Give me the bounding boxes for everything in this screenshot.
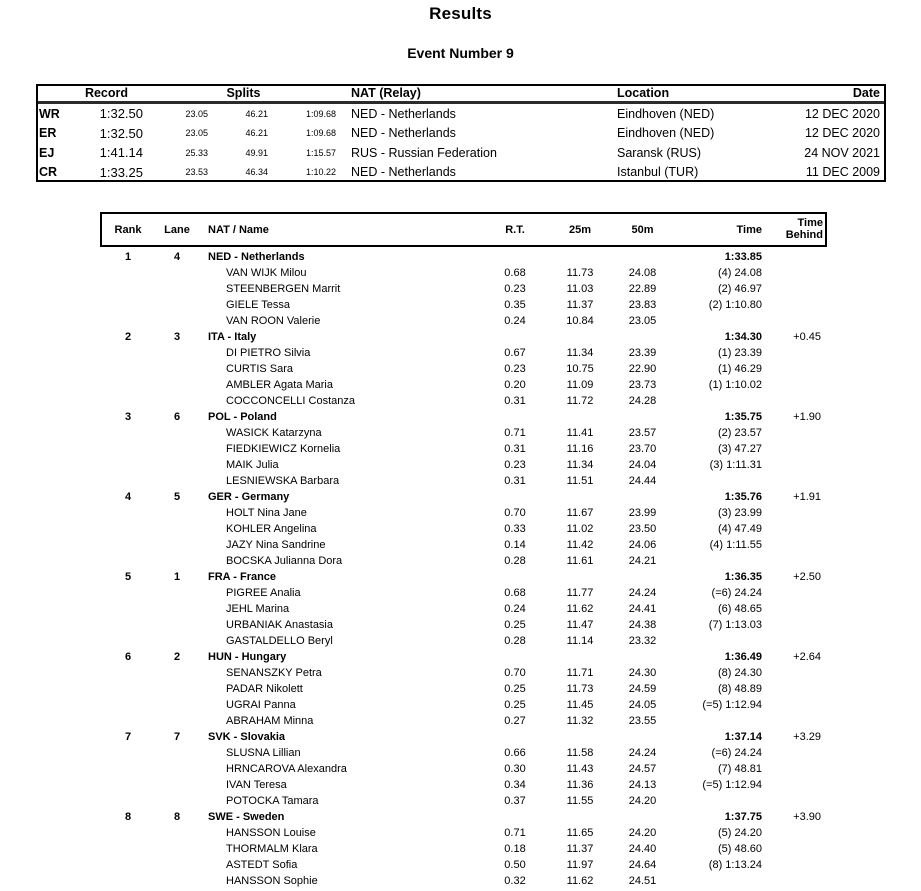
swimmer-25m-split: 11.14 xyxy=(566,635,594,647)
swimmer-cumulative-time: (8) 1:13.24 xyxy=(708,859,762,871)
swimmer-reaction-time: 0.71 xyxy=(504,827,526,839)
record-split-2: 46.34 xyxy=(245,167,268,178)
swimmer-reaction-time: 0.27 xyxy=(504,715,526,727)
record-split-3: 1:09.68 xyxy=(305,128,336,139)
team-time-behind: +2.64 xyxy=(793,651,821,663)
swimmer-name: COCCONCELLI Costanza xyxy=(226,395,355,407)
swimmer-cumulative-time: (3) 23.99 xyxy=(717,507,762,519)
swimmer-cumulative-time: (4) 1:11.55 xyxy=(709,539,762,551)
swimmer-row xyxy=(100,873,827,889)
swimmer-25m-split: 10.84 xyxy=(566,315,594,327)
swimmer-name: UGRAI Panna xyxy=(226,699,296,711)
swimmer-name: AMBLER Agata Maria xyxy=(226,379,333,391)
swimmer-reaction-time: 0.31 xyxy=(504,475,526,487)
swimmer-name: LESNIEWSKA Barbara xyxy=(226,475,340,487)
swimmer-25m-split: 11.62 xyxy=(566,875,594,887)
swimmer-reaction-time: 0.71 xyxy=(504,427,526,439)
record-location: Saransk (RUS) xyxy=(617,145,702,160)
record-split-3: 1:10.22 xyxy=(305,167,336,178)
swimmer-25m-split: 11.37 xyxy=(566,299,594,311)
swimmer-row xyxy=(100,601,827,617)
record-row-ER xyxy=(36,124,886,144)
team-name: ITA - Italy xyxy=(208,331,257,343)
team-block xyxy=(100,329,827,409)
swimmer-25m-split: 11.55 xyxy=(566,795,594,807)
swimmer-reaction-time: 0.23 xyxy=(504,363,526,375)
swimmer-name: GASTALDELLO Beryl xyxy=(226,635,333,647)
swimmer-reaction-time: 0.70 xyxy=(504,507,526,519)
team-time-behind: +2.50 xyxy=(793,571,821,583)
swimmer-cumulative-time: (=5) 1:12.94 xyxy=(702,699,762,711)
swimmer-reaction-time: 0.67 xyxy=(504,347,526,359)
swimmer-reaction-time: 0.31 xyxy=(504,395,526,407)
swimmer-row xyxy=(100,265,827,281)
swimmer-name: PIGREE Analia xyxy=(226,587,301,599)
record-nat-relay: RUS - Russian Federation xyxy=(351,145,497,160)
team-time-behind: +1.90 xyxy=(793,411,821,423)
swimmer-reaction-time: 0.18 xyxy=(504,843,526,855)
team-lane: 5 xyxy=(173,491,181,503)
swimmer-50m-split: 22.90 xyxy=(628,363,657,375)
record-split-2: 46.21 xyxy=(245,128,268,139)
swimmer-reaction-time: 0.68 xyxy=(504,267,526,279)
record-date: 12 DEC 2020 xyxy=(804,106,880,121)
swimmer-row xyxy=(100,537,827,553)
swimmer-row xyxy=(100,825,827,841)
swimmer-50m-split: 23.57 xyxy=(628,427,657,439)
team-block xyxy=(100,809,827,889)
swimmer-50m-split: 24.20 xyxy=(628,827,657,839)
swimmer-row xyxy=(100,585,827,601)
swimmer-50m-split: 24.04 xyxy=(628,459,657,471)
swimmer-row xyxy=(100,553,827,569)
swimmer-reaction-time: 0.68 xyxy=(504,587,526,599)
swimmer-row xyxy=(100,665,827,681)
team-final-time: 1:35.75 xyxy=(724,411,762,423)
team-final-time: 1:37.14 xyxy=(724,731,762,743)
team-block xyxy=(100,569,827,649)
swimmer-name: STEENBERGEN Marrit xyxy=(226,283,341,295)
swimmer-row xyxy=(100,505,827,521)
team-name: FRA - France xyxy=(208,571,277,583)
record-type: WR xyxy=(39,106,60,121)
swimmer-cumulative-time: (1) 46.29 xyxy=(717,363,762,375)
swimmer-cumulative-time: (8) 24.30 xyxy=(717,667,762,679)
team-row xyxy=(100,409,827,425)
swimmer-25m-split: 11.73 xyxy=(566,267,594,279)
team-time-behind: +3.90 xyxy=(793,811,821,823)
team-time-behind: +1.91 xyxy=(793,491,821,503)
swimmer-name: VAN WIJK Milou xyxy=(226,267,307,279)
results-header-25m: 25m xyxy=(568,223,592,236)
swimmer-50m-split: 24.57 xyxy=(628,763,657,775)
time-behind-line1: Time xyxy=(797,217,823,229)
swimmer-reaction-time: 0.14 xyxy=(504,539,526,551)
swimmer-reaction-time: 0.50 xyxy=(504,859,526,871)
swimmer-name: DI PIETRO Silvia xyxy=(226,347,311,359)
records-header-date: Date xyxy=(852,85,880,100)
swimmer-25m-split: 11.58 xyxy=(566,747,594,759)
record-split-2: 49.91 xyxy=(245,147,268,158)
records-rows xyxy=(36,104,886,182)
swimmer-reaction-time: 0.70 xyxy=(504,667,526,679)
team-rank: 5 xyxy=(124,571,132,583)
time-behind-line2: Behind xyxy=(785,228,823,241)
swimmer-25m-split: 11.51 xyxy=(566,475,594,487)
swimmer-cumulative-time: (1) 23.39 xyxy=(717,347,762,359)
swimmer-row xyxy=(100,313,827,329)
swimmer-50m-split: 24.38 xyxy=(628,619,657,631)
team-rank: 6 xyxy=(124,651,132,663)
record-nat-relay: NED - Netherlands xyxy=(351,106,456,121)
swimmer-25m-split: 11.97 xyxy=(566,859,594,871)
record-split-3: 1:09.68 xyxy=(305,108,336,119)
swimmer-cumulative-time: (4) 24.08 xyxy=(717,267,762,279)
record-nat-relay: NED - Netherlands xyxy=(351,165,456,180)
record-split-1: 23.05 xyxy=(185,128,208,139)
swimmer-name: FIEDKIEWICZ Kornelia xyxy=(226,443,341,455)
swimmer-reaction-time: 0.25 xyxy=(504,683,526,695)
record-time: 1:32.50 xyxy=(99,125,143,141)
swimmer-row xyxy=(100,441,827,457)
swimmer-25m-split: 11.41 xyxy=(566,427,594,439)
results-header-50m: 50m xyxy=(631,223,654,236)
swimmer-50m-split: 24.24 xyxy=(628,587,657,599)
swimmer-50m-split: 23.73 xyxy=(628,379,657,391)
swimmer-name: SENANSZKY Petra xyxy=(226,667,322,679)
swimmer-cumulative-time: (2) 23.57 xyxy=(717,427,762,439)
swimmer-row xyxy=(100,713,827,729)
swimmer-row xyxy=(100,297,827,313)
record-location: Eindhoven (NED) xyxy=(617,106,715,121)
swimmer-name: JEHL Marina xyxy=(226,603,290,615)
swimmer-50m-split: 22.89 xyxy=(628,283,657,295)
swimmer-name: ASTEDT Sofia xyxy=(226,859,298,871)
swimmer-50m-split: 24.59 xyxy=(628,683,657,695)
swimmer-reaction-time: 0.28 xyxy=(504,555,526,567)
swimmer-reaction-time: 0.28 xyxy=(504,635,526,647)
swimmer-name: IVAN Teresa xyxy=(226,779,287,791)
team-lane: 7 xyxy=(173,731,181,743)
swimmer-25m-split: 11.34 xyxy=(566,347,594,359)
team-name: SVK - Slovakia xyxy=(208,731,286,743)
swimmer-reaction-time: 0.20 xyxy=(504,379,526,391)
swimmer-row xyxy=(100,425,827,441)
swimmer-row xyxy=(100,777,827,793)
team-row xyxy=(100,729,827,745)
record-location: Istanbul (TUR) xyxy=(617,165,699,180)
swimmer-25m-split: 11.77 xyxy=(566,587,594,599)
swimmer-name: PADAR Nikolett xyxy=(226,683,303,695)
swimmer-25m-split: 11.37 xyxy=(566,843,594,855)
team-name: HUN - Hungary xyxy=(208,651,287,663)
team-name: GER - Germany xyxy=(208,491,290,503)
swimmer-name: WASICK Katarzyna xyxy=(226,427,322,439)
results-header-lane: Lane xyxy=(164,223,190,236)
swimmer-name: HANSSON Sophie xyxy=(226,875,318,887)
swimmer-name: URBANIAK Anastasia xyxy=(226,619,333,631)
team-block xyxy=(100,729,827,809)
swimmer-reaction-time: 0.30 xyxy=(504,763,526,775)
swimmer-25m-split: 11.71 xyxy=(566,667,594,679)
swimmer-50m-split: 23.83 xyxy=(628,299,657,311)
swimmer-50m-split: 23.39 xyxy=(628,347,657,359)
swimmer-25m-split: 11.72 xyxy=(566,395,594,407)
swimmer-row xyxy=(100,393,827,409)
swimmer-reaction-time: 0.35 xyxy=(504,299,526,311)
team-final-time: 1:36.49 xyxy=(724,651,762,663)
swimmer-name: SLUSNA Lillian xyxy=(226,747,301,759)
swimmer-row xyxy=(100,745,827,761)
page-title: Results xyxy=(429,4,492,23)
team-rank: 2 xyxy=(124,331,132,343)
swimmer-cumulative-time: (8) 48.89 xyxy=(717,683,762,695)
swimmer-50m-split: 23.99 xyxy=(628,507,657,519)
swimmer-reaction-time: 0.24 xyxy=(504,315,526,327)
results-table xyxy=(100,212,827,889)
swimmer-50m-split: 24.64 xyxy=(628,859,657,871)
swimmer-50m-split: 24.44 xyxy=(628,475,657,487)
team-lane: 2 xyxy=(173,651,181,663)
swimmer-name: POTOCKA Tamara xyxy=(226,795,319,807)
swimmer-50m-split: 24.06 xyxy=(628,539,657,551)
records-header-splits: Splits xyxy=(226,85,261,100)
swimmer-reaction-time: 0.24 xyxy=(504,603,526,615)
team-lane: 1 xyxy=(173,571,181,583)
results-header-time-behind xyxy=(770,218,827,241)
team-lane: 8 xyxy=(173,811,181,823)
results-header-nat-name: NAT / Name xyxy=(208,223,269,236)
swimmer-50m-split: 23.70 xyxy=(628,443,657,455)
event-number-title: Event Number 9 xyxy=(407,45,514,61)
swimmer-row xyxy=(100,617,827,633)
swimmer-row xyxy=(100,681,827,697)
record-split-1: 23.53 xyxy=(185,167,208,178)
swimmer-50m-split: 24.28 xyxy=(628,395,657,407)
team-rank: 1 xyxy=(124,251,132,263)
swimmer-cumulative-time: (2) 46.97 xyxy=(717,283,762,295)
record-row-WR xyxy=(36,104,886,124)
team-rank: 8 xyxy=(124,811,132,823)
swimmer-name: HRNCAROVA Alexandra xyxy=(226,763,347,775)
swimmer-25m-split: 11.34 xyxy=(566,459,594,471)
team-time-behind: +3.29 xyxy=(793,731,821,743)
swimmer-cumulative-time: (2) 1:10.80 xyxy=(708,299,762,311)
record-row-CR xyxy=(36,163,886,183)
results-header-reaction-time: R.T. xyxy=(505,223,525,236)
record-date: 24 NOV 2021 xyxy=(804,145,880,160)
swimmer-25m-split: 11.73 xyxy=(566,683,594,695)
team-final-time: 1:34.30 xyxy=(724,331,762,343)
swimmer-name: ABRAHAM Minna xyxy=(226,715,314,727)
swimmer-50m-split: 23.55 xyxy=(628,715,657,727)
records-header-location: Location xyxy=(617,85,670,100)
record-type: ER xyxy=(39,126,57,141)
record-type: CR xyxy=(39,165,58,180)
team-name: NED - Netherlands xyxy=(208,251,305,263)
swimmer-cumulative-time: (=6) 24.24 xyxy=(711,587,762,599)
swimmer-25m-split: 11.43 xyxy=(566,763,594,775)
swimmer-cumulative-time: (5) 24.20 xyxy=(717,827,762,839)
swimmer-row xyxy=(100,377,827,393)
record-date: 11 DEC 2009 xyxy=(805,165,880,180)
swimmer-50m-split: 24.41 xyxy=(628,603,657,615)
swimmer-row xyxy=(100,841,827,857)
team-block xyxy=(100,649,827,729)
swimmer-25m-split: 11.47 xyxy=(566,619,594,631)
swimmer-cumulative-time: (3) 47.27 xyxy=(717,443,762,455)
record-time: 1:41.14 xyxy=(99,145,143,161)
swimmer-name: GIELE Tessa xyxy=(226,299,290,311)
swimmer-name: MAIK Julia xyxy=(226,459,279,471)
swimmer-reaction-time: 0.34 xyxy=(504,779,526,791)
team-name: SWE - Sweden xyxy=(208,811,285,823)
swimmer-name: HOLT Nina Jane xyxy=(226,507,307,519)
team-rank: 3 xyxy=(124,411,132,423)
team-lane: 3 xyxy=(173,331,181,343)
swimmer-row xyxy=(100,857,827,873)
swimmer-25m-split: 11.09 xyxy=(566,379,594,391)
swimmer-25m-split: 10.75 xyxy=(566,363,594,375)
swimmer-50m-split: 23.32 xyxy=(628,635,657,647)
swimmer-reaction-time: 0.31 xyxy=(504,443,526,455)
swimmer-cumulative-time: (7) 1:13.03 xyxy=(708,619,762,631)
swimmer-cumulative-time: (6) 48.65 xyxy=(717,603,762,615)
swimmer-25m-split: 11.32 xyxy=(566,715,594,727)
swimmer-cumulative-time: (3) 1:11.31 xyxy=(709,459,762,471)
records-header-nat-relay: NAT (Relay) xyxy=(351,85,421,100)
results-header-row xyxy=(100,212,827,247)
team-row xyxy=(100,489,827,505)
team-row xyxy=(100,249,827,265)
swimmer-reaction-time: 0.33 xyxy=(504,523,526,535)
record-split-1: 23.05 xyxy=(185,108,208,119)
records-table xyxy=(36,84,886,182)
swimmer-50m-split: 24.13 xyxy=(628,779,657,791)
swimmer-25m-split: 11.45 xyxy=(566,699,594,711)
team-rank: 4 xyxy=(124,491,132,503)
team-name: POL - Poland xyxy=(208,411,277,423)
swimmer-reaction-time: 0.23 xyxy=(504,459,526,471)
team-final-time: 1:35.76 xyxy=(724,491,762,503)
swimmer-row xyxy=(100,793,827,809)
results-header-rank: Rank xyxy=(114,223,142,236)
team-block xyxy=(100,249,827,329)
swimmer-50m-split: 24.21 xyxy=(628,555,657,567)
swimmer-50m-split: 24.51 xyxy=(628,875,657,887)
record-split-3: 1:15.57 xyxy=(305,147,336,158)
swimmer-row xyxy=(100,345,827,361)
record-row-EJ xyxy=(36,143,886,163)
team-final-time: 1:33.85 xyxy=(724,251,762,263)
team-final-time: 1:37.75 xyxy=(724,811,762,823)
swimmer-name: JAZY Nina Sandrine xyxy=(226,539,326,551)
team-final-time: 1:36.35 xyxy=(724,571,762,583)
swimmer-cumulative-time: (=6) 24.24 xyxy=(711,747,762,759)
record-split-2: 46.21 xyxy=(245,108,268,119)
swimmer-reaction-time: 0.23 xyxy=(504,283,526,295)
record-nat-relay: NED - Netherlands xyxy=(351,126,456,141)
team-time-behind: +0.45 xyxy=(793,331,821,343)
swimmer-25m-split: 11.65 xyxy=(566,827,594,839)
swimmer-row xyxy=(100,761,827,777)
record-date: 12 DEC 2020 xyxy=(804,126,880,141)
swimmer-25m-split: 11.67 xyxy=(566,507,594,519)
swimmer-50m-split: 23.50 xyxy=(628,523,657,535)
swimmer-row xyxy=(100,361,827,377)
team-row xyxy=(100,329,827,345)
swimmer-50m-split: 24.24 xyxy=(628,747,657,759)
swimmer-25m-split: 11.42 xyxy=(566,539,594,551)
swimmer-cumulative-time: (7) 48.81 xyxy=(717,763,762,775)
swimmer-row xyxy=(100,473,827,489)
swimmer-25m-split: 11.16 xyxy=(566,443,594,455)
team-lane: 6 xyxy=(173,411,181,423)
results-rows xyxy=(100,249,827,889)
swimmer-50m-split: 24.40 xyxy=(628,843,657,855)
swimmer-reaction-time: 0.25 xyxy=(504,619,526,631)
swimmer-row xyxy=(100,697,827,713)
swimmer-cumulative-time: (=5) 1:12.94 xyxy=(702,779,762,791)
swimmer-cumulative-time: (5) 48.60 xyxy=(717,843,762,855)
swimmer-25m-split: 11.02 xyxy=(566,523,594,535)
swimmer-row xyxy=(100,633,827,649)
record-split-1: 25.33 xyxy=(185,147,208,158)
swimmer-name: BOCSKA Julianna Dora xyxy=(226,555,343,567)
swimmer-25m-split: 11.62 xyxy=(566,603,594,615)
swimmer-50m-split: 23.05 xyxy=(628,315,657,327)
records-header-row xyxy=(36,84,886,104)
records-header-record: Record xyxy=(84,85,129,100)
swimmer-name: KOHLER Angelina xyxy=(226,523,317,535)
team-row xyxy=(100,649,827,665)
team-block xyxy=(100,489,827,569)
swimmer-name: VAN ROON Valerie xyxy=(226,315,321,327)
swimmer-50m-split: 24.30 xyxy=(628,667,657,679)
team-row xyxy=(100,569,827,585)
swimmer-name: HANSSON Louise xyxy=(226,827,316,839)
swimmer-name: CURTIS Sara xyxy=(226,363,294,375)
swimmer-50m-split: 24.08 xyxy=(628,267,657,279)
swimmer-name: THORMALM Klara xyxy=(226,843,318,855)
swimmer-row xyxy=(100,457,827,473)
swimmer-25m-split: 11.03 xyxy=(566,283,594,295)
swimmer-row xyxy=(100,281,827,297)
team-row xyxy=(100,809,827,825)
swimmer-25m-split: 11.61 xyxy=(566,555,594,567)
team-rank: 7 xyxy=(124,731,132,743)
swimmer-reaction-time: 0.66 xyxy=(504,747,526,759)
swimmer-cumulative-time: (4) 47.49 xyxy=(717,523,762,535)
swimmer-50m-split: 24.05 xyxy=(628,699,657,711)
swimmer-50m-split: 24.20 xyxy=(628,795,657,807)
team-block xyxy=(100,409,827,489)
swimmer-cumulative-time: (1) 1:10.02 xyxy=(708,379,762,391)
swimmer-25m-split: 11.36 xyxy=(566,779,594,791)
swimmer-reaction-time: 0.37 xyxy=(504,795,526,807)
record-time: 1:33.25 xyxy=(99,164,143,180)
swimmer-reaction-time: 0.25 xyxy=(504,699,526,711)
record-location: Eindhoven (NED) xyxy=(617,126,715,141)
record-type: EJ xyxy=(39,145,55,160)
record-time: 1:32.50 xyxy=(99,106,143,122)
swimmer-reaction-time: 0.32 xyxy=(504,875,526,887)
swimmer-row xyxy=(100,521,827,537)
team-lane: 4 xyxy=(173,251,181,263)
results-header-time: Time xyxy=(736,223,762,236)
